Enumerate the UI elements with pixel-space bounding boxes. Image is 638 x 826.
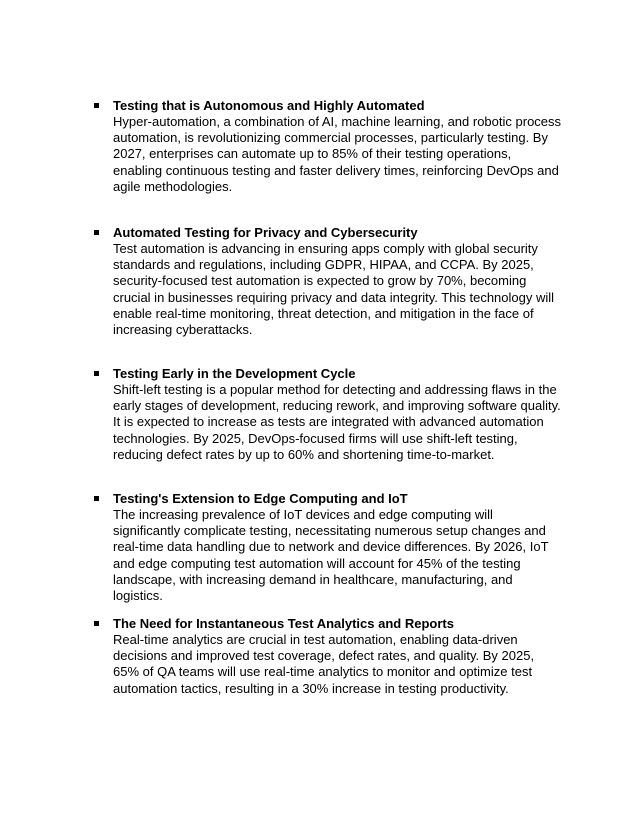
square-bullet-icon [94, 496, 99, 501]
section-content [113, 616, 560, 697]
section-content [113, 98, 560, 195]
section-body: Test automation is advancing in ensuring apps comply with global security standards and regulations, including GDPR, HIPAA, and CCPA. By 2025, security-focused test automation is expected to grow by 70%, becoming crucial in businesses requiring privacy and data integrity. This technology will enable real-time monitoring, threat detection, and mitigation in the face of increasing cyberattacks. [113, 241, 555, 338]
square-bullet-icon [94, 103, 99, 108]
section-test-analytics [90, 616, 560, 697]
section-body: Real-time analytics are crucial in test automation, enabling data-driven decisions and improved test coverage, defect rates, and quality. By 2025, 65% of QA teams will use real-time analytics to monitor and optimize test automation tactics, resulting in a 30% increase in testing productivity. [113, 632, 535, 696]
section-heading: Testing Early in the Development Cycle [113, 366, 356, 381]
section-heading: Automated Testing for Privacy and Cybersecurity [113, 225, 418, 240]
section-body: The increasing prevalence of IoT devices and edge computing will significantly complicate testing, necessitating numerous setup changes and real-time data handling due to network and device differences. By 2026, IoT and edge computing test automation will account for 45% of the testing landscape, with increasing demand in healthcare, manufacturing, and logistics. [113, 507, 549, 604]
square-bullet-icon [94, 371, 99, 376]
section-heading: The Need for Instantaneous Test Analytics and Reports [113, 616, 454, 631]
square-bullet-icon [94, 230, 99, 235]
section-content [113, 225, 560, 338]
section-content [113, 366, 560, 463]
section-heading: Testing's Extension to Edge Computing and IoT [113, 491, 408, 506]
section-content [113, 491, 560, 604]
section-heading: Testing that is Autonomous and Highly Automated [113, 98, 425, 113]
section-body: Hyper-automation, a combination of AI, machine learning, and robotic process automation, is revolutionizing commercial processes, particularly testing. By 2027, enterprises can automate up to 85% of their testing operations, enabling continuous testing and faster delivery times, reinforcing DevOps and agile methodologies. [113, 114, 562, 194]
section-body: Shift-left testing is a popular method for detecting and addressing flaws in the early stages of development, reducing rework, and improving software quality. It is expected to increase as tests are integrated with advanced automation technologies. By 2025, DevOps-focused firms will use shift-left testing, reducing defect rates by up to 60% and shortening time-to-market. [113, 382, 561, 462]
section-edge-iot [90, 491, 560, 604]
square-bullet-icon [94, 621, 99, 626]
section-privacy-cybersecurity [90, 225, 560, 338]
section-autonomous-testing [90, 98, 560, 195]
section-shift-left-testing [90, 366, 560, 463]
